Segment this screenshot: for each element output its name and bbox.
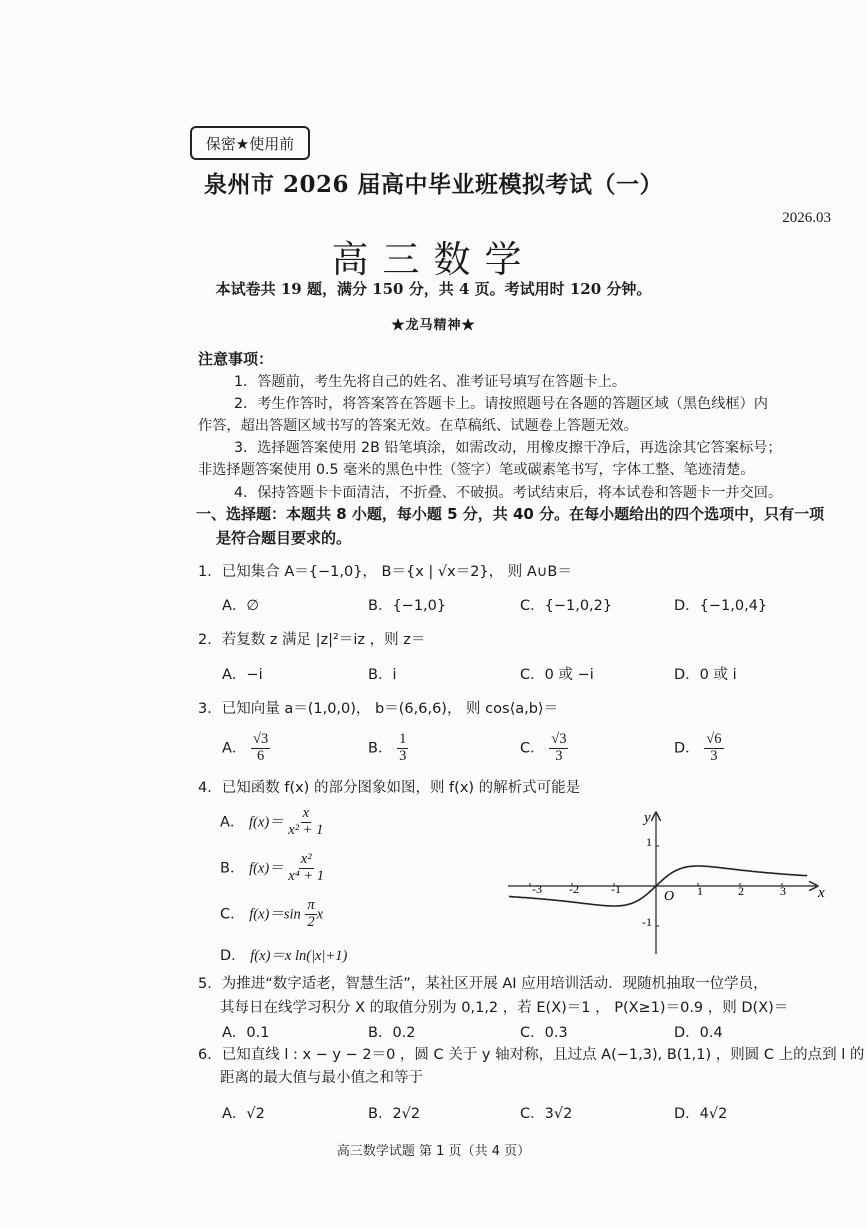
confidential-stamp: 保密★使用前 [190, 126, 310, 160]
question-2-option-c: C．0 或 −i [520, 667, 594, 683]
denominator: 3 [555, 747, 563, 764]
denominator: 3 [710, 747, 718, 764]
note-item: 2．考生作答时，将答案答在答题卡上。请按照题号在各题的答题区域（黑色线框）内 [234, 396, 768, 412]
exam-date: 2026.03 [782, 210, 831, 226]
x-tick-label: 3 [780, 884, 786, 898]
section-heading-line: 一、选择题：本题共 8 小题，每小题 5 分，共 40 分。在每小题给出的四个选项中，只有一项 [196, 505, 825, 523]
denominator: 6 [257, 747, 265, 764]
option-label: A． [222, 740, 247, 757]
formula-lhs: f(x)＝x ln(|x|+1) [250, 948, 348, 964]
x-tick-label: -1 [611, 882, 621, 896]
question-1-option-a: A．∅ [222, 598, 260, 614]
numerator: √3 [253, 731, 269, 747]
note-item: 作答，超出答题区域书写的答案无效。在草稿纸、试题卷上答题无效。 [198, 418, 638, 434]
question-5-option-d: D．0.4 [674, 1025, 723, 1041]
motto: ★龙马精神★ [391, 318, 476, 333]
numerator: 1 [399, 731, 407, 747]
fraction [549, 732, 568, 765]
formula-lhs: f(x)＝ [249, 814, 284, 831]
denominator: x⁴ + 1 [288, 867, 325, 884]
question-1-option-c: C．{−1,0,2} [520, 598, 613, 614]
question-5-stem-line-2: 其每日在线学习积分 X 的取值分别为 0,1,2 ，若 E(X)＝1 ， P(X≥1)＝0.9 ，则 D(X)＝ [220, 1000, 789, 1016]
question-5-option-a: A．0.1 [222, 1025, 270, 1041]
formula-tail: x [316, 906, 324, 923]
section-heading-line: 是符合题目要求的。 [216, 529, 352, 547]
formula-lhs: f(x)＝sin [249, 906, 301, 923]
fraction [251, 732, 270, 765]
option-label: D． [220, 948, 246, 964]
page-footer: 高三数学试题 第 1 页（共 4 页） [336, 1144, 531, 1159]
note-item: 3．选择题答案使用 2B 铅笔填涂，如需改动，用橡皮擦干净后，再选涂其它答案标号； [234, 440, 782, 456]
denominator: 2 [307, 913, 315, 930]
x-tick-label: -2 [569, 882, 579, 896]
question-2-option-d: D．0 或 i [674, 667, 737, 683]
question-6-stem-line-1: 6．已知直线 l : x − y − 2＝0 ，圆 C 关于 y 轴对称，且过点 A(−1,3), B(1,1) ，则圆 C 上的点到 l 的 [198, 1047, 865, 1063]
question-6-option-d: D．4√2 [674, 1106, 728, 1122]
note-item: 1．答题前，考生先将自己的姓名、准考证号填写在答题卡上。 [234, 374, 627, 390]
y-axis-label: y [644, 810, 651, 826]
question-2-option-b: B．i [368, 667, 397, 683]
question-4-option-b [220, 852, 324, 885]
option-label: B． [220, 860, 245, 877]
fraction [305, 898, 316, 931]
note-item: 非选择题答案使用 0.5 毫米的黑色中性（签字）笔或碳素笔书写，字体工整、笔迹清楚。 [198, 462, 755, 478]
exam-info: 本试卷共 19 题，满分 150 分，共 4 页。考试用时 120 分钟。 [215, 280, 652, 298]
question-5-stem-line-1: 5．为推进“数字适老，智慧生活”，某社区开展 AI 应用培训活动．现随机抽取一位学员， [198, 976, 768, 992]
y-tick-label: -1 [642, 915, 652, 929]
question-1-option-b: B．{−1,0} [368, 598, 447, 614]
option-label: B． [368, 740, 393, 757]
subject-title: 高三数学 [331, 238, 536, 281]
question-6-option-c: C．3√2 [520, 1106, 573, 1122]
question-2-stem: 2．若复数 z 满足 |z|²＝iz ，则 z＝ [198, 632, 426, 648]
question-1-option-d: D．{−1,0,4} [674, 598, 768, 614]
x-tick-label: 1 [697, 884, 703, 898]
note-item: 4．保持答题卡卡面清洁，不折叠、不破损。考试结束后，将本试卷和答题卡一并交回。 [234, 485, 783, 501]
question-4-stem: 4．已知函数 f(x) 的部分图象如图，则 f(x) 的解析式可能是 [198, 780, 581, 796]
fraction [288, 806, 323, 839]
option-label: C． [520, 740, 545, 757]
numerator: π [307, 897, 315, 913]
question-4-option-c [220, 898, 323, 931]
question-6-option-b: B．2√2 [368, 1106, 421, 1122]
question-3-option-a [222, 732, 270, 765]
question-3-option-b [368, 732, 408, 765]
numerator: x [302, 805, 310, 821]
question-1-stem: 1．已知集合 A＝{−1,0}， B＝{x | √x＝2}， 则 A∪B＝ [198, 564, 572, 580]
x-tick-label: 2 [738, 884, 744, 898]
question-5-option-b: B．0.2 [368, 1025, 416, 1041]
x-tick-label: -3 [532, 882, 542, 896]
numerator: √6 [706, 731, 722, 747]
option-label: C． [220, 906, 245, 923]
numerator: √3 [551, 731, 567, 747]
fraction [288, 852, 324, 885]
question-2-option-a: A．−i [222, 667, 263, 683]
denominator: x² + 1 [288, 821, 324, 838]
option-label: A． [220, 814, 245, 831]
question-5-option-c: C．0.3 [520, 1025, 568, 1041]
question-6-stem-line-2: 距离的最大值与最小值之和等于 [220, 1070, 423, 1086]
question-3-option-c [520, 732, 568, 765]
x-axis-label: x [818, 885, 825, 901]
origin-label: O [664, 889, 675, 904]
exam-title: 泉州市 2026 届高中毕业班模拟考试（一） [203, 171, 664, 198]
question-3-option-d [674, 732, 724, 765]
formula-lhs: f(x)＝ [249, 860, 284, 877]
option-label: D． [674, 740, 700, 757]
y-tick-label: 1 [646, 835, 652, 849]
question-3-stem: 3．已知向量 a＝(1,0,0)， b＝(6,6,6)， 则 cos⟨a,b⟩＝ [198, 701, 559, 717]
function-graph [500, 808, 830, 958]
question-4-option-d [220, 944, 347, 965]
question-6-option-a: A．√2 [222, 1106, 265, 1122]
numerator: x² [300, 851, 312, 867]
section-heading [196, 502, 836, 550]
notes-title: 注意事项： [198, 350, 274, 368]
fraction [704, 732, 723, 765]
denominator: 3 [399, 747, 407, 764]
fraction [397, 732, 408, 765]
question-4-option-a [220, 806, 323, 839]
